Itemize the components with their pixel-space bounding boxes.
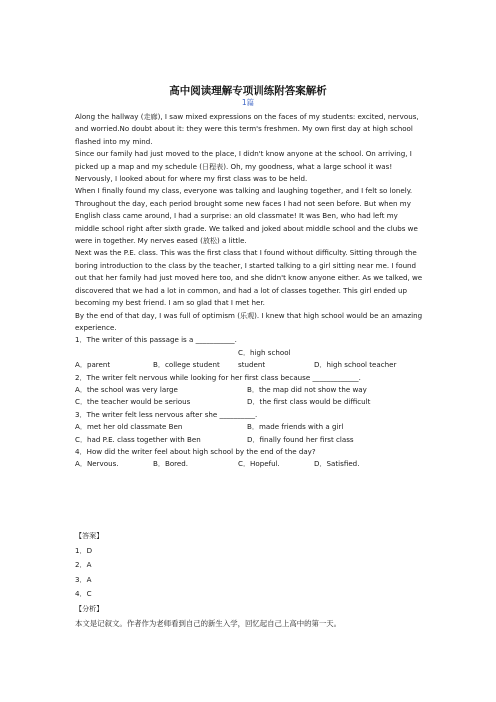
- question-stem: 4．How did the writer feel about high school by the end of the day?: [75, 446, 316, 456]
- answer-section: [75, 529, 423, 631]
- option: A．the school was very large: [75, 384, 178, 394]
- option: A．Nervous.: [75, 459, 119, 469]
- option: B．the map did not show the way: [247, 384, 367, 394]
- page-subtitle: 1篇: [241, 98, 255, 107]
- answer-item: 4．C: [75, 589, 92, 599]
- passage-paragraph: Next was the P.E. class. This was the first class that I found without difficulty. Sitting through the boring introduction to the class by the teacher, I started talking to a girl sitting near me. I found out that her family had just moved here too, and she didn't know anyone either. As we talked, we discovered that we had a lot in common, and had a lot of classes together. This girl ended up becoming my best friend. I am so glad that I met her.: [75, 248, 423, 308]
- reading-section: [75, 111, 423, 471]
- question-options: [75, 458, 423, 470]
- option: B．made friends with a girl: [247, 422, 344, 432]
- option: B．Bored.: [153, 459, 189, 469]
- passage-paragraph: By the end of that day, I was full of optimism (乐观). I knew that high school would be an amazing experience.: [75, 310, 423, 332]
- option: D．high school teacher: [314, 360, 397, 370]
- answer-heading: 【答案】: [75, 531, 104, 540]
- option: C．Hopeful.: [238, 459, 280, 469]
- question-options: [75, 434, 423, 446]
- option: A．parent: [75, 360, 111, 370]
- option: D．finally found her first class: [247, 434, 354, 444]
- question-options: [75, 421, 423, 433]
- question-options: [75, 396, 423, 408]
- analysis-heading: 【分析】: [75, 603, 104, 613]
- option: D．Satisfied.: [314, 459, 360, 469]
- page-title: 高中阅读理解专项训练附答案解析: [169, 85, 327, 97]
- option: B．college student: [153, 360, 220, 370]
- passage-paragraph: When I finally found my class, everyone was talking and laughing together, and I felt so lonely. Throughout the day, each period brought some new faces I had not seen before. But when my English class came around, I had a surprise: an old classmate! It was Ben, who had left my middle school right after sixth grade. We talked and joked about middle school and the clubs we were in together. My nerves eased (放松) a little.: [75, 186, 418, 246]
- option: A．met her old classmate Ben: [75, 422, 183, 432]
- answer-item: 3．A: [75, 574, 92, 584]
- option: D．the first class would be difficult: [247, 397, 371, 407]
- option: C．the teacher would be serious: [75, 397, 191, 407]
- option: C．high school student: [238, 347, 291, 370]
- question-stem: 1．The writer of this passage is a ___________.: [75, 335, 237, 345]
- question-stem: 2．The writer felt nervous while looking for her first class because _____________.: [75, 372, 361, 382]
- analysis-text: 本文是记叙文。作者作为老师看到自己的新生入学，回忆起自己上高中的第一天。: [75, 618, 342, 628]
- answer-item: 1．D: [75, 545, 93, 555]
- option: C．had P.E. class together with Ben: [75, 434, 201, 444]
- question-options: [75, 347, 423, 372]
- question-options: [75, 384, 423, 396]
- question-stem: 3．The writer felt less nervous after she __________.: [75, 409, 258, 419]
- passage-paragraph: Along the hallway (走廊), I saw mixed expressions on the faces of my students: excited, nervous, and worried.No doubt about it: they were this term's freshmen. My own first day at high school flashed into my mind.: [75, 112, 419, 146]
- passage-paragraph: Since our family had just moved to the place, I didn't know anyone at the school. On arriving, I picked up a map and my schedule (日程表). Oh, my goodness, what a large school it was! Nervously, I looked about for where my first class was to be held.: [75, 149, 412, 184]
- answer-item: 2．A: [75, 560, 92, 570]
